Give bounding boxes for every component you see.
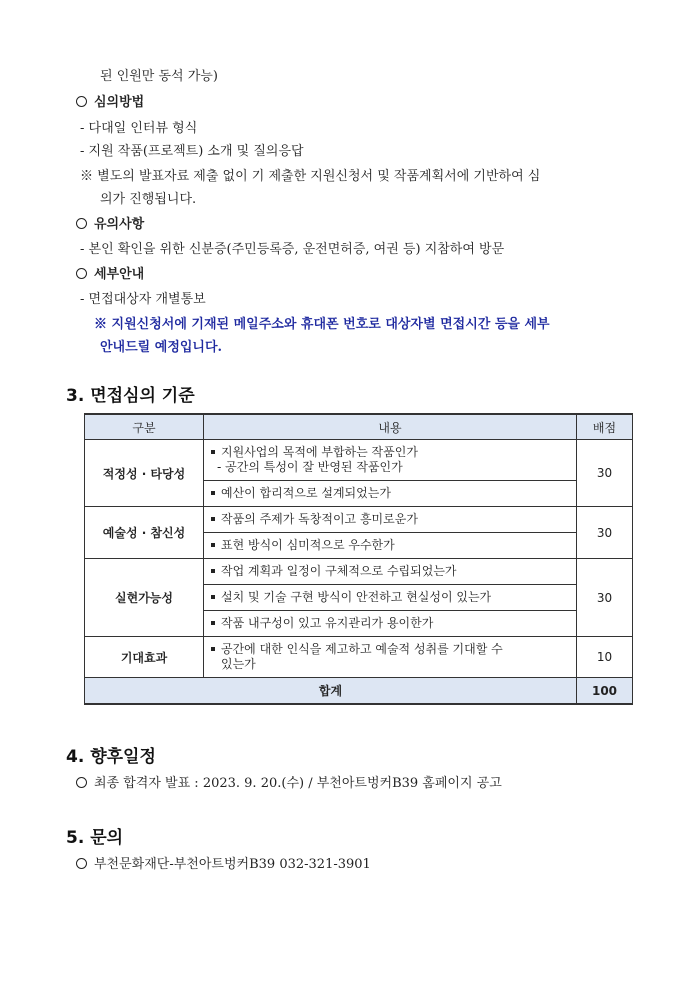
caution-item: - 본인 확인을 위한 신분증(주민등록증, 운전면허증, 여권 등) 지참하여 방문: [80, 242, 505, 257]
detail-item: - 면접대상자 개별통보: [80, 292, 206, 307]
circle-bullet-icon: [76, 218, 87, 229]
square-bullet-icon: [211, 491, 215, 495]
table-total-row: [85, 678, 633, 705]
square-bullet-icon: [211, 543, 215, 547]
circle-bullet-icon: [76, 777, 87, 788]
method-heading: 심의방법: [76, 91, 144, 110]
header-category: 구분: [85, 414, 204, 440]
table-row: [85, 637, 633, 678]
item-subline: 있는가: [221, 657, 256, 671]
category-cell: 적정성 · 타당성: [85, 440, 204, 507]
schedule-item: 최종 합격자 발표 : 2023. 9. 20.(수) / 부천아트벙커B39 홈페이지 공고: [76, 772, 502, 791]
circle-bullet-icon: [76, 858, 87, 869]
table-row: [85, 440, 633, 481]
method-item-1: - 다대일 인터뷰 형식: [80, 121, 198, 136]
table-row: [85, 559, 633, 585]
continuation-line: 된 인원만 동석 가능): [100, 69, 218, 84]
score-cell: 10: [577, 637, 633, 678]
section-4-title: 4. 향후일정: [66, 747, 156, 767]
total-score: 100: [577, 678, 633, 705]
table-row: [85, 507, 633, 533]
category-cell: 예술성 · 참신성: [85, 507, 204, 559]
category-cell: 기대효과: [85, 637, 204, 678]
square-bullet-icon: [211, 517, 215, 521]
item-cell: 작업 계획과 일정이 구체적으로 수립되었는가: [204, 559, 577, 585]
section-3-title: 3. 면접심의 기준: [66, 386, 195, 406]
method-item-2: - 지원 작품(프로젝트) 소개 및 질의응답: [80, 144, 304, 159]
circle-bullet-icon: [76, 96, 87, 107]
item-cell: 작품 내구성이 있고 유지관리가 용이한가: [204, 611, 577, 637]
item-cell: 설치 및 기술 구현 방식이 안전하고 현실성이 있는가: [204, 585, 577, 611]
total-label: 합계: [85, 678, 577, 705]
detail-note-line-1: ※ 지원신청서에 기재된 메일주소와 휴대폰 번호로 대상자별 면접시간 등을 세부: [94, 317, 550, 332]
method-note-line-2: 의가 진행됩니다.: [100, 192, 197, 207]
caution-heading: 유의사항: [76, 213, 144, 232]
table-header-row: [85, 414, 633, 440]
item-cell: 작품의 주제가 독창적이고 흥미로운가: [204, 507, 577, 533]
square-bullet-icon: [211, 621, 215, 625]
method-note-line-1: ※ 별도의 발표자료 제출 없이 기 제출한 지원신청서 및 작품계획서에 기반하여 심: [80, 169, 541, 184]
item-cell: 공간에 대한 인식을 제고하고 예술적 성취를 기대할 수 있는가: [204, 637, 577, 678]
section-5-title: 5. 문의: [66, 828, 124, 848]
square-bullet-icon: [211, 569, 215, 573]
category-cell: 실현가능성: [85, 559, 204, 637]
circle-bullet-icon: [76, 268, 87, 279]
item-cell: 예산이 합리적으로 설계되었는가: [204, 481, 577, 507]
item-subline: - 공간의 특성이 잘 반영된 작품인가: [217, 460, 403, 474]
header-content: 내용: [204, 414, 577, 440]
score-cell: 30: [577, 440, 633, 507]
square-bullet-icon: [211, 647, 215, 651]
square-bullet-icon: [211, 595, 215, 599]
score-cell: 30: [577, 507, 633, 559]
detail-note-line-2: 안내드릴 예정입니다.: [100, 340, 223, 355]
item-cell: 표현 방식이 심미적으로 우수한가: [204, 533, 577, 559]
contact-item: 부천문화재단-부천아트벙커B39 032-321-3901: [76, 853, 371, 872]
item-cell: 지원사업의 목적에 부합하는 작품인가 - 공간의 특성이 잘 반영된 작품인가: [204, 440, 577, 481]
square-bullet-icon: [211, 450, 215, 454]
detail-heading: 세부안내: [76, 263, 144, 282]
header-score: 배점: [577, 414, 633, 440]
score-cell: 30: [577, 559, 633, 637]
criteria-table: [84, 413, 633, 705]
